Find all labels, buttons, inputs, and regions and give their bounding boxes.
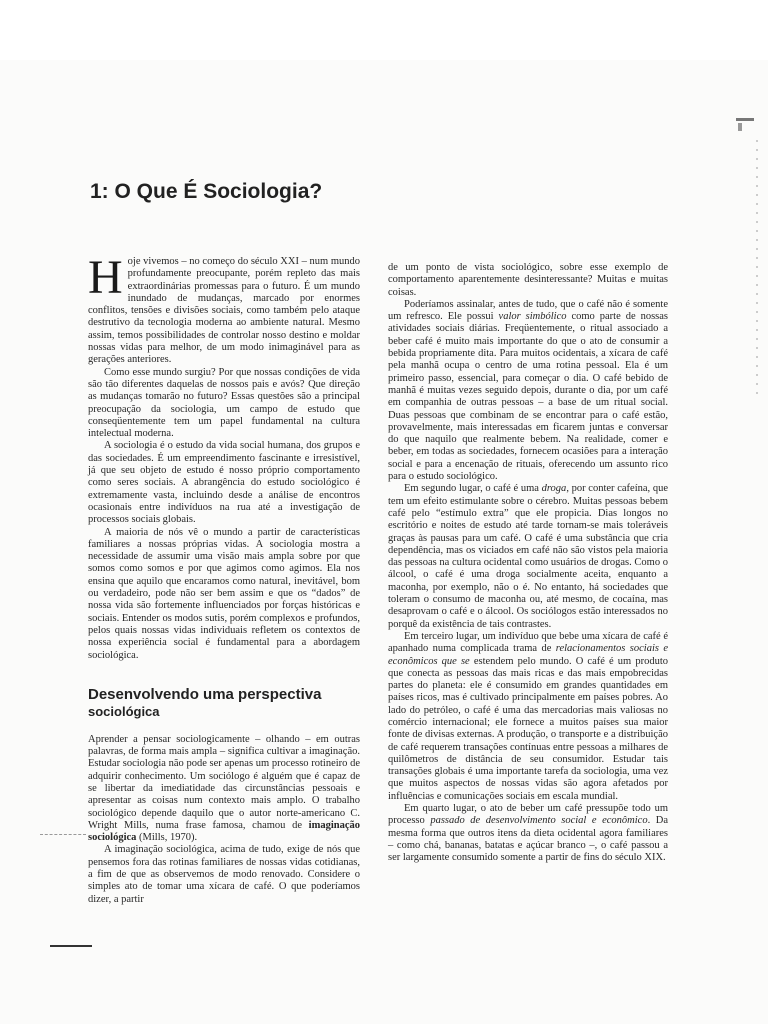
- relationships-text-b: estendem pelo mundo. O café é um produto que conecta as pessoas das mais ricas e das mais empobrecidas partes do planeta: ele é consumido em grandes quantidades em países ricos, mas é cultivado principalmente em países pobres. Ao lado do petróleo, o café é uma das mercadorias mais valiosas no comércio internacional; ele fornece a muitos países sua maior fonte de divisas externas. A produção, o transporte e a distribuição de café requerem transações contínuas entre pessoas a milhares de quilômetros de distância de seu consumidor. Estudar tais transações globais é uma importante tarefa da sociologia, uma vez que muitos aspectos de nossas vidas são agora afetados por influências e comunicações sociais em escala mundial.: [388, 655, 668, 802]
- scan-top-margin: [0, 0, 768, 60]
- margin-dash: [40, 834, 86, 836]
- drug-text-b: , por conter cafeína, que tem um efeito estimulante sobre o cérebro. Muitas pessoas bebem café pelo “estímulo extra” que ele propicia. Dias longos no escritório e noites de estudo até tarde tornam-se mais toleráveis graças às pausas para um café. O café é uma substância que cria dependência, mas os viciados em café não são vistos pela maioria das pessoas na cultura ocidental como usuários de drogas. Como o álcool, o café é uma droga socialmente aceita, enquanto a maconha, por exemplo, não o é. No entanto, há sociedades que toleram o consumo de maconha ou, até mesmo, de cocaína, mas desaprovam o café e o álcool. Os sociólogos estão interessados no porquê da existência de tais contrastes.: [388, 483, 668, 630]
- section-title: Desenvolvendo uma perspectiva: [88, 685, 322, 703]
- paragraph-definition: A sociologia é o estudo da vida social humana, dos grupos e das sociedades. É um empreendimento fascinante e irresistível, já que seu objeto de estudo é nosso próprio comportamento como seres sociais. A abrangência do estudo sociológico é extremamente vasta, incluindo desde a análise de encontros ocasionais entre indivíduos na rua até a investigação de processos sociais globais.: [88, 440, 360, 526]
- key-term-imaginacao: imaginação sociológica: [88, 819, 360, 844]
- paragraph-coffee-intro: A imaginação sociológica, acima de tudo, exige de nós que pensemos fora das rotinas familiares de nossas vidas cotidianas, a fim de que as observemos de modo renovado. Considere o simples ato de tomar uma xícara de café. O que poderíamos dizer, a partir: [88, 844, 360, 905]
- chapter-title: 1: O Que É Sociologia?: [90, 180, 323, 203]
- right-column: [388, 262, 668, 865]
- paragraph-continuation: de um ponto de vista sociológico, sobre esse exemplo de comportamento aparentemente desinteressante? Muitas e muitas coisas.: [388, 262, 668, 298]
- term-relacionamentos: relacionamentos sociais e econômicos que se: [388, 643, 669, 667]
- imagination-text-a: Aprender a pensar sociologicamente – olhando – em outras palavras, de forma mais ampla – significa cultivar a imaginação. Estudar sociologia não pode ser apenas um processo rotineiro de adquirir conhecimento. Um sociólogo é alguém que é capaz de se libertar da imediatidade das circunstâncias pessoais e apresentar as coisas num contexto mais amplo. O trabalho sociológico depende daquilo que o autor norte-americano C. Wright Mills, numa frase famosa, chamou de: [88, 733, 360, 831]
- paragraph-relationships: [388, 631, 668, 803]
- symbolic-text-a: Poderíamos assinalar, antes de tudo, que o café não é somente um refresco. Ele possui: [388, 298, 668, 323]
- paragraph-development: [388, 803, 668, 864]
- scan-edge-noise: [756, 140, 758, 400]
- paragraph-symbolic-value: [388, 299, 668, 483]
- paragraph-drug: [388, 483, 668, 631]
- paragraph-imagination: [88, 734, 360, 845]
- imagination-citation: (Mills, 1970).: [139, 832, 198, 844]
- symbolic-text-b: como parte de nossas atividades sociais diárias. Freqüentemente, o ritual associado a beber café é muito mais importante do que o ato de consumir a bebida propriamente dita. Para muitos ocidentais, a xícara de café pela manhã ocupa o centro de uma rotina pessoal. Ela é um primeiro passo, essencial, para começar o dia. O café bebido de manhã é muitas vezes seguido depois, durante o dia, por um café em companhia de outras pessoas – a base de um ritual social. Duas pessoas que combinam de se encontrar para o café estão, provavelmente, mais interessadas em ficarem juntas e conversar do que naquilo que realmente bebem. Na realidade, comer e beber, em todas as sociedades, fornecem ocasiões para a interação social e para a encenação de rituais, oferecendo um assunto rico para o estudo sociológico.: [388, 311, 669, 483]
- drug-text-a: Em segundo lugar, o café é uma: [404, 483, 539, 495]
- section-heading: [88, 686, 360, 720]
- term-desenvolvimento: passado de desenvolvimento social e econômico: [430, 815, 648, 827]
- term-droga: droga: [541, 483, 567, 495]
- section-subtitle: sociológica: [88, 703, 160, 719]
- relationships-text-a: Em terceiro lugar, um indivíduo que bebe uma xícara de café é apanhado numa complicada trama de: [388, 630, 668, 655]
- development-text-a: Em quarto lugar, o ato de beber um café pressupõe todo um processo: [388, 803, 668, 827]
- intro-paragraph: [88, 251, 360, 367]
- paragraph-origins: Como esse mundo surgiu? Por que nossas condições de vida são tão diferentes daquelas de nossos pais e avós? Que direção as mudanças tomarão no futuro? Essas questões são a principal preocupação da sociologia, um campo de estudo que conseqüentemente tem um papel fundamental na cultura intelectual moderna.: [88, 366, 360, 440]
- scan-edge-mark-secondary: [738, 123, 742, 131]
- footer-rule: [50, 945, 92, 947]
- scan-edge-mark: [736, 118, 754, 121]
- left-column: [88, 251, 360, 906]
- paragraph-wider-view: A maioria de nós vê o mundo a partir de características familiares a nossas próprias vidas. A sociologia mostra a necessidade de assumir uma visão mais ampla sobre por que somos como somos e por que agimos como agimos. Ela nos ensina que aquilo que encaramos como natural, inevitável, bom ou verdadeiro, pode não ser bem assim e que os “dados” de nossa vida são fortemente influenciados por forças históricas e sociais. Entender os modos sutis, porém complexos e profundos, pelos quais nossas vidas individuais refletem os contextos de nossa experiência social é fundamental para a abordagem sociológica.: [88, 526, 360, 661]
- intro-text: oje vivemos – no começo do século XXI – num mundo profundamente preocupante, porém repleto das mais extraordinárias promessas para o futuro. É um mundo inundado de mudanças, marcado por enormes conflitos, tensões e divisões sociais, como também pelo ataque destrutivo da tecnologia moderna ao ambiente natural. Mesmo assim, temos possibilidades de controlar nosso destino e moldar nossas vidas para melhor, de um modo inimaginável para as gerações anteriores.: [88, 256, 360, 366]
- term-valor-simbolico: valor simbólico: [498, 311, 567, 323]
- drop-cap: H: [88, 251, 123, 304]
- development-text-b: . Da mesma forma que outros itens da dieta ocidental agora familiares – como chá, bananas, batatas e açúcar branco –, o café passou a ser largamente consumido somente a partir de fins do século XIX.: [388, 815, 669, 864]
